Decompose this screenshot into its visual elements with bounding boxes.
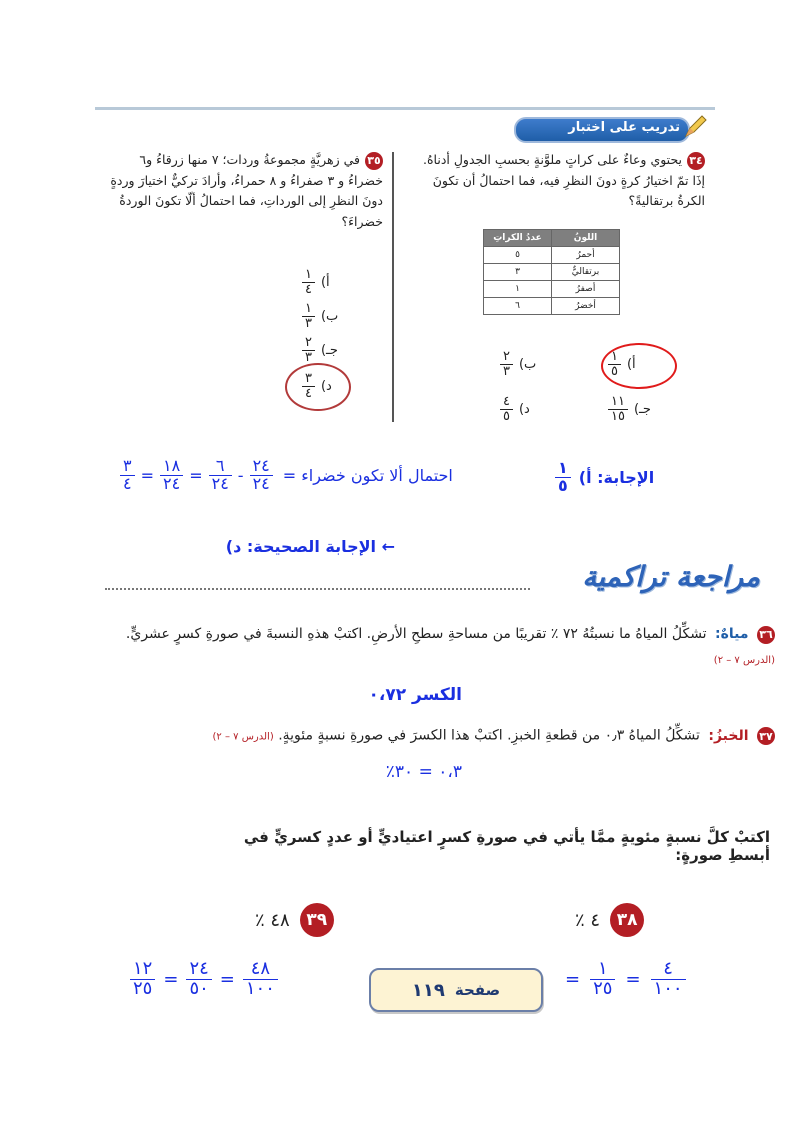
- table-cell: أحمرُ: [552, 247, 620, 264]
- page-number-badge: [369, 968, 543, 1012]
- table-cell: ١: [484, 281, 552, 298]
- option-a: [302, 268, 330, 296]
- answer-35: [120, 458, 453, 493]
- equals-sign: =: [189, 465, 203, 485]
- table-cell: ٥: [484, 247, 552, 264]
- option-fraction: $\frac{١}{٤}$: [302, 268, 315, 296]
- lesson-ref: (الدرس ٧ – ٢): [713, 654, 775, 666]
- table-cell: أصفرُ: [552, 281, 620, 298]
- work-fraction: $\frac{١٢}{٢٥}$: [130, 960, 155, 999]
- table-cell: ٣: [484, 264, 552, 281]
- option-fraction: $\frac{٢}{٣}$: [500, 350, 513, 378]
- question-number: ٣٤: [687, 152, 705, 170]
- page-word: صفحة: [454, 981, 501, 999]
- option-label: د): [320, 378, 332, 394]
- equals-sign: =: [219, 968, 235, 990]
- table-row: [484, 264, 620, 281]
- answer-fraction: $\frac{٢٤}{٢٤}$: [250, 458, 273, 493]
- work-fraction: $\frac{٤٨}{١٠٠}$: [243, 960, 278, 999]
- table-header: عددُ الكراتِ: [484, 230, 552, 247]
- instruction-text: اكتبْ كلَّ نسبةٍ مئويةٍ ممَّا يأتي في صورةِ كسرٍ اعتياديٍّ أو عددٍ كسريٍّ في أبسطِ صورةٍ:: [243, 828, 770, 864]
- option-label: د): [518, 401, 530, 417]
- answer-circle: [601, 343, 677, 389]
- correct-answer: ← الإجابة الصحيحة: د): [225, 537, 395, 556]
- work-39: [130, 960, 278, 999]
- answer-37: ٠،٣ = ٣٠٪: [385, 762, 462, 782]
- option-fraction: $\frac{٣}{٤}$: [302, 372, 315, 400]
- option-c: [608, 395, 651, 423]
- answer-fraction: $\frac{٣}{٤}$: [120, 458, 135, 493]
- lesson-ref: (الدرس ٧ – ٢): [212, 731, 274, 743]
- question-37: [130, 727, 775, 745]
- work-fraction: $\frac{٢٤}{٥٠}$: [186, 960, 211, 999]
- table-cell: ٦: [484, 298, 552, 315]
- option-d: [500, 395, 530, 423]
- answer-36: الكسر ٠،٧٢: [368, 685, 462, 705]
- answer-fraction: $\frac{٦}{٢٤}$: [209, 458, 232, 493]
- option-fraction: $\frac{١١}{١٥}$: [608, 395, 628, 423]
- percent-value: ٤٨ ٪: [255, 909, 290, 931]
- top-rule: [95, 107, 715, 110]
- quiz-banner: [518, 114, 708, 142]
- work-fraction: $\frac{٤}{١٠٠}$: [651, 960, 686, 999]
- minus-sign: -: [237, 465, 244, 485]
- answer-circle: [285, 363, 351, 411]
- option-fraction: $\frac{٤}{٥}$: [500, 395, 513, 423]
- question-number: ٣٧: [757, 727, 775, 745]
- table-row: [484, 298, 620, 315]
- option-label: جـ): [320, 342, 338, 358]
- question-38: [575, 903, 644, 937]
- option-label: أ): [626, 356, 636, 372]
- answer-fraction: $\frac{١٨}{٢٤}$: [160, 458, 183, 493]
- question-35: [105, 150, 383, 233]
- question-text: تشكِّلُ المياهُ ٠٫٣ من قطعةِ الخبزِ. اكتبْ هذا الكسرَ في صورةِ نسبةٍ مئويةٍ.: [278, 727, 700, 744]
- option-label: ب): [320, 308, 339, 324]
- answer-label: الإجابة: أ): [578, 467, 655, 487]
- table-cell: أخضرُ: [552, 298, 620, 315]
- page-number: ١١٩: [411, 979, 445, 1001]
- question-heading: مياهٌ:: [715, 626, 749, 642]
- review-title: مراجعة تراكمية: [582, 560, 760, 593]
- work-fraction: $\frac{١}{٢٥}$: [590, 960, 615, 999]
- question-heading: الخبزُ:: [708, 727, 749, 744]
- review-dotted-rule: [105, 588, 530, 590]
- answer-34: [555, 460, 654, 495]
- question-36: [110, 622, 775, 671]
- table-header: اللونُ: [552, 230, 620, 247]
- answer-fraction: $\frac{١}{٥}$: [555, 460, 571, 495]
- question-number: ٣٩: [300, 903, 334, 937]
- question-34: [410, 150, 705, 212]
- question-text: تشكِّلُ المياهُ ما نسبتُهُ ٧٢ ٪ تقريبًا من مساحةِ سطحِ الأرضِ. اكتبْ هذهِ النسبةَ في صورةِ كسرٍ عشريٍّ.: [125, 626, 707, 642]
- option-label: أ): [320, 274, 330, 290]
- question-text: يحتوي وعاءٌ على كراتٍ ملوَّنةٍ بحسبِ الجدولِ أدناهُ. إذَا تمّ اختيارُ كرةٍ دونَ النظرِ فيه، فما احتمالُ أن تكونَ الكرةُ برتقاليةً؟: [423, 152, 705, 209]
- work-38: [565, 960, 686, 999]
- banner-title: تدريب على اختبار: [568, 120, 680, 135]
- column-divider: [392, 152, 394, 422]
- question-number: ٣٦: [757, 626, 775, 644]
- answer-label: احتمال ألا تكون خضراء =: [282, 465, 453, 485]
- option-c: [302, 336, 338, 364]
- equals-sign: =: [140, 465, 154, 485]
- table-cell: برتقاليٌّ: [552, 264, 620, 281]
- option-fraction: $\frac{١}{٣}$: [302, 302, 315, 330]
- question-text: في زهريَّةٍ مجموعةُ وردات؛ ٧ منها زرقاءُ و٦ خضراءُ و ٣ صفراءُ و ٨ حمراءُ، وأرادَ تركيٌّ اختيارَ وردةٍ دونَ النظرِ إلى الورداتِ، فما احتمالُ ألّا تكونَ الوردةُ خضراءَ؟: [110, 152, 383, 229]
- question-39: [255, 903, 334, 937]
- option-b: [302, 302, 338, 330]
- percent-value: ٤ ٪: [575, 909, 601, 931]
- table-row: [484, 247, 620, 264]
- question-number: ٣٥: [365, 152, 383, 170]
- colors-table-wrap: [483, 229, 620, 315]
- colors-table: [483, 229, 620, 315]
- equals-sign: =: [565, 968, 581, 990]
- option-fraction: $\frac{١}{٥}$: [608, 350, 621, 378]
- option-label: جـ): [633, 401, 651, 417]
- table-row: [484, 281, 620, 298]
- pencil-icon: [682, 114, 708, 140]
- option-b: [500, 350, 536, 378]
- equals-sign: =: [625, 968, 641, 990]
- option-fraction: $\frac{٢}{٣}$: [302, 336, 315, 364]
- option-label: ب): [518, 356, 537, 372]
- question-number: ٣٨: [610, 903, 644, 937]
- equals-sign: =: [163, 968, 179, 990]
